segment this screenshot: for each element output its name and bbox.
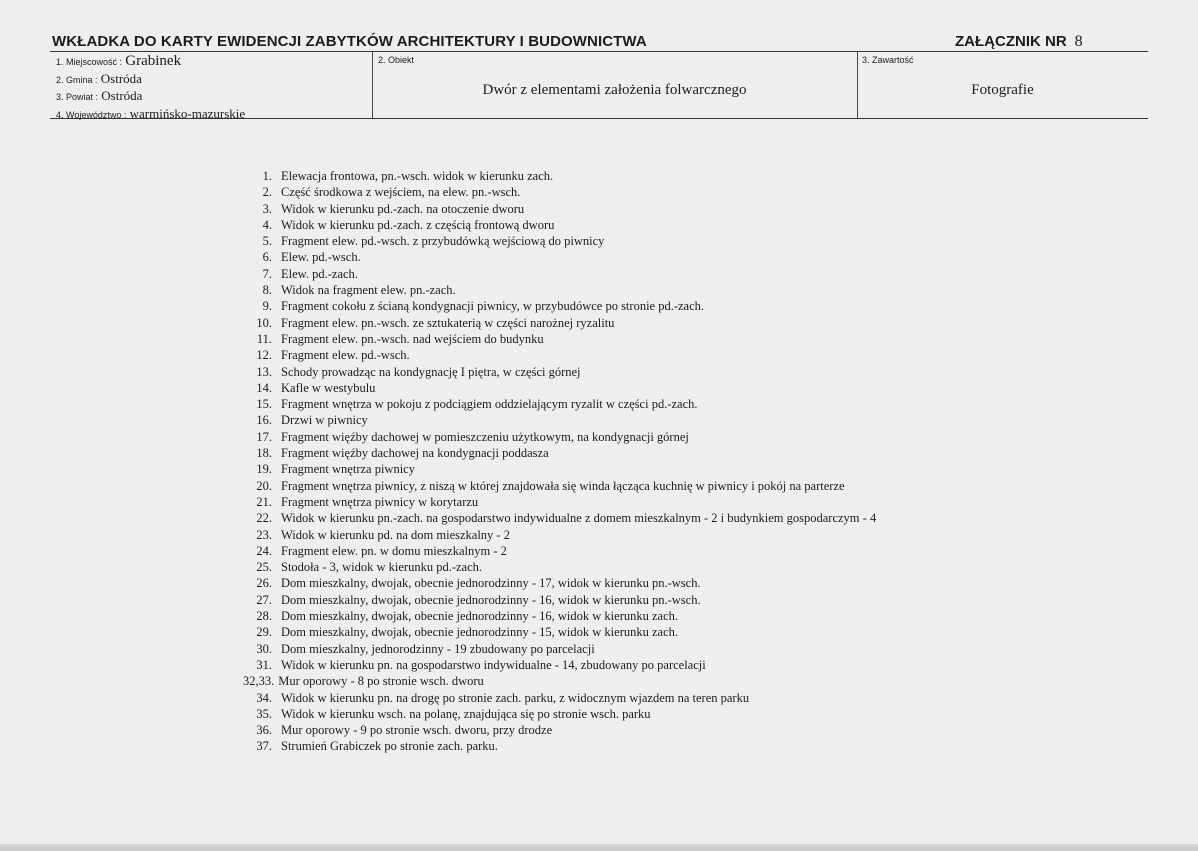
field-commune-value: Ostróda [100, 70, 142, 86]
list-item-text: Fragment elew. pn.-wsch. ze sztukaterią w części narożnej ryzalitu [281, 315, 615, 330]
content-label: 3. Zawartość [862, 55, 914, 65]
list-item-number: 1. [262, 169, 272, 183]
list-item-text: Elewacja frontowa, pn.-wsch. widok w kierunku zach. [281, 169, 554, 183]
list-item [238, 315, 876, 331]
list-item [238, 184, 876, 200]
list-item-text: Widok w kierunku pn. na drogę po stronie zach. parku, z widocznym wjazdem na teren parku [281, 690, 750, 705]
list-item [238, 380, 876, 396]
list-item-text: Stodoła - 3, widok w kierunku pd.-zach. [281, 560, 483, 575]
list-item-number: 17. [256, 429, 272, 444]
list-item [238, 478, 876, 494]
list-item-number: 30. [256, 641, 272, 656]
list-item-text: Fragment wnętrza piwnicy, z niszą w której znajdowała się winda łącząca kuchnię w piwnicy i pokój na parterze [281, 478, 845, 493]
list-item-text: Widok w kierunku pd. na dom mieszkalny - 2 [281, 527, 510, 542]
field-commune-label: 2. Gmina : [56, 74, 98, 85]
list-item-number: 12. [256, 348, 272, 363]
list-item [238, 168, 876, 184]
list-item-text: Fragment elew. pd.-wsch. [281, 348, 410, 363]
list-item-text: Widok w kierunku pd.-zach. z częścią frontową dworu [281, 217, 555, 232]
list-item-number: 7. [262, 266, 272, 281]
list-item-text: Dom mieszkalny, dwojak, obecnie jednorodzinny - 16, widok w kierunku zach. [281, 609, 679, 624]
list-item-number: 13. [256, 364, 272, 379]
list-item-number: 31. [256, 657, 272, 672]
list-item-number: 10. [256, 315, 272, 330]
list-item-text: Dom mieszkalny, dwojak, obecnie jednorodzinny - 17, widok w kierunku pn.-wsch. [281, 576, 701, 591]
annex-number: 8 [1074, 33, 1083, 50]
location-fields [56, 53, 368, 123]
list-item-number: 6. [262, 250, 272, 265]
list-item [238, 282, 876, 298]
field-locality [56, 53, 368, 71]
list-item-number: 34. [256, 690, 272, 705]
document-title: WKŁADKA DO KARTY EWIDENCJI ZABYTKÓW ARCHITEKTURY I BUDOWNICTWA [52, 33, 647, 50]
list-item-number: 15. [256, 397, 272, 412]
annex-label-text: ZAŁĄCZNIK NR [955, 33, 1067, 50]
list-item [238, 722, 876, 738]
list-item-text: Widok w kierunku pn.-zach. na gospodarstwo indywidualne z domem mieszkalnym - 2 i budynkiem gospodarczym - 4 [281, 511, 877, 526]
list-item-text: Elew. pd.-wsch. [281, 250, 361, 265]
list-item-text: Schody prowadząc na kondygnację I piętra, w części górnej [281, 364, 581, 379]
list-item-text: Fragment elew. pn.-wsch. nad wejściem do budynku [281, 331, 544, 346]
list-item-text: Dom mieszkalny, jednorodzinny - 19 zbudowany po parcelacji [281, 641, 595, 656]
list-item-number: 14. [256, 380, 272, 395]
list-item-text: Dom mieszkalny, dwojak, obecnie jednorodzinny - 15, widok w kierunku zach. [281, 625, 679, 640]
list-item-text: Fragment cokołu z ścianą kondygnacji piwnicy, w przybudówce po stronie pd.-zach. [281, 299, 705, 314]
header-top-rule [50, 51, 1148, 52]
list-item-text: Część środkowa z wejściem, na elew. pn.-wsch. [281, 185, 521, 200]
list-item-number: 32,33. [243, 674, 275, 689]
list-item [238, 657, 876, 673]
list-item [238, 592, 876, 608]
list-item [238, 543, 876, 559]
list-item [238, 559, 876, 575]
object-label: 2. Obiekt [378, 55, 415, 65]
list-item-text: Widok w kierunku pn. na gospodarstwo indywidualne - 14, zbudowany po parcelacji [281, 657, 706, 672]
list-item-number: 37. [256, 739, 272, 754]
list-item [238, 233, 876, 249]
list-item-text: Strumień Grabiczek po stronie zach. parku. [281, 739, 498, 754]
list-item-number: 21. [256, 494, 272, 509]
list-item-text: Fragment więźby dachowej w pomieszczeniu użytkowym, na kondygnacji górnej [281, 429, 689, 444]
field-voivodeship-value: warmińsko-mazurskie [129, 105, 246, 121]
list-item [238, 217, 876, 233]
list-item [238, 364, 876, 380]
list-item [238, 445, 876, 461]
field-commune [56, 71, 368, 89]
list-item-number: 8. [262, 283, 272, 298]
photo-list [238, 168, 876, 755]
list-item [238, 494, 876, 510]
list-item-text: Widok w kierunku wsch. na polanę, znajdująca się po stronie wsch. parku [281, 706, 651, 721]
list-item [238, 429, 876, 445]
list-item [238, 201, 876, 217]
object-value: Dwór z elementami założenia folwarcznego [482, 82, 747, 98]
field-voivodeship-label: 4. Województwo : [56, 109, 127, 120]
page-bottom-edge [0, 844, 1198, 851]
list-item [238, 396, 876, 412]
field-locality-value: Grabinek [125, 53, 182, 69]
list-item [238, 331, 876, 347]
list-item-text: Kafle w westybulu [281, 380, 376, 395]
list-item-number: 25. [256, 560, 272, 575]
list-item-number: 29. [256, 625, 272, 640]
field-voivodeship [56, 106, 368, 124]
list-item-number: 35. [256, 706, 272, 721]
list-item-number: 28. [256, 609, 272, 624]
list-item [238, 641, 876, 657]
list-item-number: 36. [256, 723, 272, 738]
list-item-text: Fragment wnętrza w pokoju z podciągiem oddzielającym ryzalit w części pd.-zach. [281, 397, 698, 412]
list-item-text: Fragment wnętrza piwnicy [281, 462, 415, 477]
list-item [238, 706, 876, 722]
list-item-text: Fragment więźby dachowej na kondygnacji poddasza [281, 446, 549, 461]
list-item-number: 24. [256, 543, 272, 558]
list-item-text: Widok w kierunku pd.-zach. na otoczenie dworu [281, 201, 525, 216]
list-item [238, 298, 876, 314]
list-item [238, 249, 876, 265]
list-item-number: 18. [256, 446, 272, 461]
list-item-number: 11. [256, 331, 272, 346]
list-item-text: Widok na fragment elew. pn.-zach. [281, 283, 456, 298]
list-item [238, 461, 876, 477]
list-item-number: 26. [256, 576, 272, 591]
list-item [238, 266, 876, 282]
list-item [238, 412, 876, 428]
list-item-text: Mur oporowy - 9 po stronie wsch. dworu, przy drodze [281, 723, 553, 738]
list-item-number: 3. [262, 201, 272, 216]
list-item [238, 608, 876, 624]
list-item-number: 20. [256, 478, 272, 493]
list-item-text: Elew. pd.-zach. [281, 266, 358, 281]
list-item [238, 347, 876, 363]
list-item-number: 22. [256, 511, 272, 526]
list-item-number: 4. [262, 217, 272, 232]
list-item [238, 575, 876, 591]
list-item-number: 27. [256, 592, 272, 607]
list-item-number: 19. [256, 462, 272, 477]
list-item-text: Dom mieszkalny, dwojak, obecnie jednorodzinny - 16, widok w kierunku pn.-wsch. [281, 592, 701, 607]
list-item [238, 673, 876, 689]
list-item-text: Fragment elew. pd.-wsch. z przybudówką wejściową do piwnicy [281, 234, 605, 249]
list-item-text: Mur oporowy - 8 po stronie wsch. dworu [278, 674, 484, 689]
list-item-number: 2. [262, 185, 272, 200]
field-district [56, 88, 368, 106]
list-item-number: 16. [256, 413, 272, 428]
field-district-value: Ostróda [101, 88, 143, 103]
list-item-text: Fragment elew. pn. w domu mieszkalnym - 2 [281, 543, 507, 558]
list-item [238, 624, 876, 640]
list-item [238, 510, 876, 526]
list-item-number: 23. [256, 527, 272, 542]
list-item-text: Fragment wnętrza piwnicy w korytarzu [281, 494, 479, 509]
list-item-number: 5. [262, 234, 272, 249]
list-item-number: 9. [262, 299, 272, 314]
list-item [238, 527, 876, 543]
list-item [238, 738, 876, 754]
field-locality-label: 1. Miejscowość : [56, 57, 123, 67]
content-value: Fotografie [971, 82, 1034, 98]
list-item-text: Drzwi w piwnicy [281, 413, 368, 428]
field-district-label: 3. Powiat : [56, 92, 99, 102]
annex-label [955, 33, 1083, 51]
list-item [238, 690, 876, 706]
